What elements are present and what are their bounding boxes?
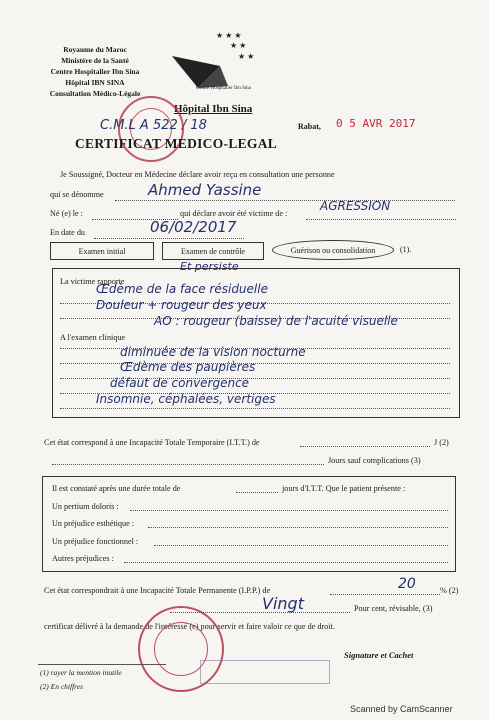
name-line (115, 200, 455, 201)
consolidation-lead-2: jours d'I.T.T. Que le patient présente : (282, 484, 406, 493)
report-line-4: diminuée de la vision nocturne (120, 345, 306, 359)
name-value: Ahmed Yassine (148, 181, 262, 199)
svg-text:★ ★: ★ ★ (238, 52, 255, 61)
header-line-4: Hôpital IBN SINA (65, 78, 125, 87)
report-line-6: défaut de convergence (110, 376, 250, 390)
header-line-1: Royaume du Maroc (63, 45, 127, 54)
scanner-watermark: Scanned by CamScanner (350, 704, 453, 714)
ipp-value-words: Vingt (262, 594, 304, 613)
footnote-2: (2) En chiffres (40, 682, 84, 691)
name-label: qui se dénomme (50, 190, 104, 199)
ipp-line (330, 594, 440, 595)
page-title: CERTIFICAT MEDICO-LEGAL (75, 136, 278, 151)
logo-caption: Centre Hospitalier Ibn Sina (196, 86, 251, 91)
hospital-name: Hôpital Ibn Sina (174, 103, 253, 115)
delivery-text: certificat délivré à la demande de l'intéressé (e) pour servir et faire valoir ce que de droit. (44, 622, 335, 631)
ipp-unit: % (2) (440, 586, 459, 595)
itt-line (300, 446, 430, 447)
itt-unit: J (2) (434, 438, 449, 447)
report-line-2: Douleur + rougeur des yeux (96, 298, 267, 312)
birth-label: Né (e) le : (50, 209, 83, 218)
report-line-5: Œdème des paupières (120, 360, 256, 374)
date-stamp: 0 5 AVR 2017 (336, 117, 416, 130)
header-line-5: Consultation Médico-Légale (49, 89, 141, 98)
header-line-2: Ministère de la Santé (61, 56, 129, 65)
svg-text:★ ★ ★: ★ ★ ★ (216, 31, 242, 40)
svg-text:★ ★: ★ ★ (230, 41, 247, 50)
consolidation-item-4: Autres préjudices : (52, 554, 114, 563)
footnote-1: (1) rayer la mention inutile (40, 668, 122, 677)
exam-control-option[interactable]: Examen de contrôle (162, 242, 264, 260)
exam-date-line (94, 238, 244, 239)
itt-label: Cet état correspond à une Incapacité Totale Temporaire (I.T.T.) de (44, 438, 260, 447)
footnote-rule (38, 664, 166, 665)
victim-label: qui déclare avoir été victime de : (180, 209, 288, 218)
report-line-1: Œdème de la face résiduelle (96, 282, 268, 296)
victim-line (306, 219, 456, 220)
victim-report-label: La victime rapporte (60, 277, 125, 286)
ipp-label: Cet état correspondrait à une Incapacité Totale Permanente (I.P.P.) de (44, 586, 271, 595)
signature-label: Signature et Cachet (344, 650, 414, 660)
exam-initial-option[interactable]: Examen initial (50, 242, 154, 260)
place-label: Rabat, (298, 122, 321, 131)
consolidation-item-3: Un préjudice fonctionnel : (52, 537, 139, 546)
exam-date-value: 06/02/2017 (150, 218, 237, 236)
exam-consolidation-option[interactable]: Guérison ou consolidation (272, 240, 394, 260)
consolidation-item-2: Un préjudice esthétique : (52, 519, 135, 528)
itt-words-line (52, 464, 324, 465)
consolidation-item-1: Un pertium doloris : (52, 502, 119, 511)
exam-footnote-ref: (1). (400, 245, 412, 254)
clinical-exam-label: A l'examen clinique (60, 333, 126, 342)
ipp-percent-text: Pour cent, révisable, (3) (354, 604, 433, 613)
intro-text: Je Soussigné, Docteur en Médecine déclare avoir reçu en consultation une personne (60, 170, 335, 179)
exam-date-label: En date du (50, 228, 86, 237)
victim-report-hand: Et persiste (180, 260, 239, 273)
ipp-value: 20 (398, 576, 416, 592)
report-line-7: Insomnie, céphalées, vertiges (96, 392, 276, 406)
header-block (30, 44, 160, 99)
reference-number: C.M.L A 522 / 18 (100, 118, 207, 133)
victim-value: AGRESSION (320, 199, 391, 213)
header-line-3: Centre Hospitalier Ibn Sina (50, 67, 140, 76)
doctor-stamp (200, 660, 330, 684)
itt-sub: Jours sauf complications (3) (328, 456, 421, 465)
hospital-stamp-top (118, 96, 184, 162)
consolidation-lead: Il est constaté après une durée totale de (52, 484, 181, 493)
report-line-3: AO : rougeur (baisse) de l'acuité visuelle (154, 314, 398, 328)
